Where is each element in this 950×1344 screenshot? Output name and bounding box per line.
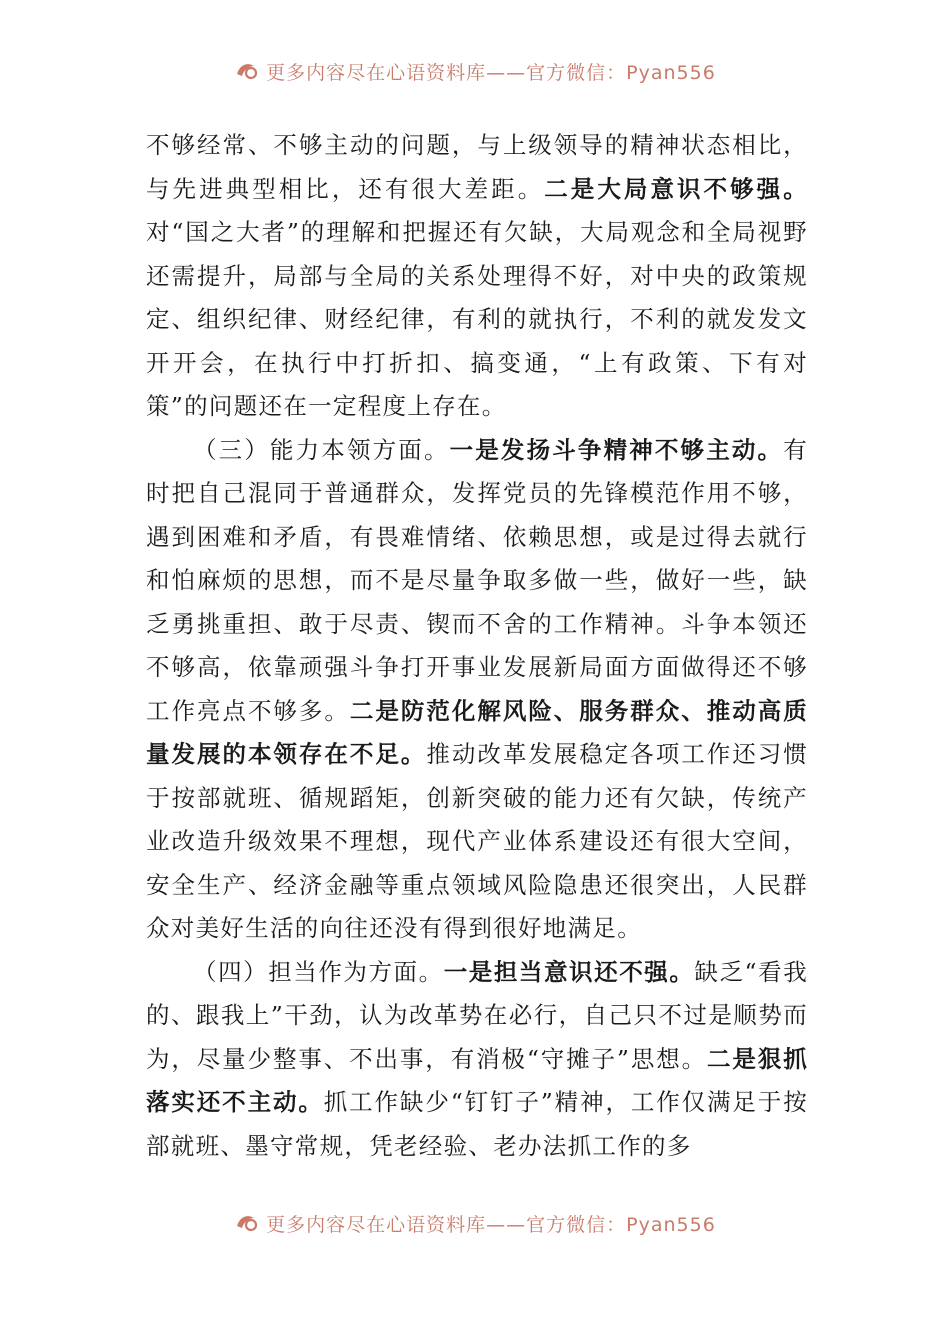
section-heading-run: （三）能力本领方面。 — [193, 435, 450, 464]
paragraph — [146, 951, 808, 1169]
text-run: 缺乏“看我的、跟我上”干劲，认为改革势在必行，自己只不过是顺势而为，尽量少整事、不出事，有消极“守摊子”思想。 — [146, 957, 809, 1073]
brand-logo-icon — [234, 1212, 260, 1234]
text-run: 推动改革发展稳定各项工作还习惯于按部就班、循规蹈矩，创新突破的能力还有欠缺，传统产业改造升级效果不理想，现代产业体系建设还有很大空间，安全生产、经济金融等重点领域风险隐患还很突出，人民群众对美好生活的向往还没有得到很好地满足。 — [146, 740, 808, 942]
watermark-header — [0, 56, 950, 86]
text-run: 抓工作缺少“钉钉子”精神，工作仅满足于按部就班、墨守常规，凭老经验、老办法抓工作的多 — [146, 1088, 809, 1160]
document-body — [146, 124, 808, 1168]
bold-heading-run: 一是担当意识还不强。 — [443, 957, 695, 986]
watermark-text: 更多内容尽在心语资料库——官方微信：Pyan556 — [266, 1213, 716, 1236]
text-run: 对“国之大者”的理解和把握还有欠缺，大局观念和全局视野还需提升，局部与全局的关系处理得不好，对中央的政策规定、组织纪律、财经纪律，有利的就执行，不利的就发发文开开会，在执行中打折扣、搞变通，“上有政策、下有对策”的问题还在一定程度上存在。 — [146, 218, 808, 420]
watermark-text: 更多内容尽在心语资料库——官方微信：Pyan556 — [266, 61, 716, 84]
paragraph — [146, 429, 808, 951]
text-run: 不够经常、不够主动的问题，与上级领导的精神状态相比，与先进典型相比，还有很大差距。 — [146, 131, 808, 203]
watermark-footer — [0, 1208, 950, 1238]
text-run: 有时把自己混同于普通群众，发挥党员的先锋模范作用不够，遇到困难和矛盾，有畏难情绪、依赖思想，或是过得去就行和怕麻烦的思想，而不是尽量争取多做一些，做好一些，缺乏勇挑重担、敢于尽责、锲而不舍的工作精神。斗争本领还不够高，依靠顽强斗争打开事业发展新局面方面做得还不够工作亮点不够多。 — [146, 435, 809, 725]
bold-heading-run: 一是发扬斗争精神不够主动。 — [449, 435, 784, 464]
bold-heading-run: 二是防范化解风险、服务群众、推动高质量发展的本领存在不足。 — [146, 696, 808, 768]
paragraph — [146, 124, 808, 429]
brand-logo-icon — [234, 60, 260, 82]
bold-heading-run: 二是大局意识不够强。 — [544, 174, 808, 203]
section-heading-run: （四）担当作为方面。 — [193, 957, 444, 986]
bold-heading-run: 二是狠抓落实还不主动。 — [146, 1044, 808, 1116]
